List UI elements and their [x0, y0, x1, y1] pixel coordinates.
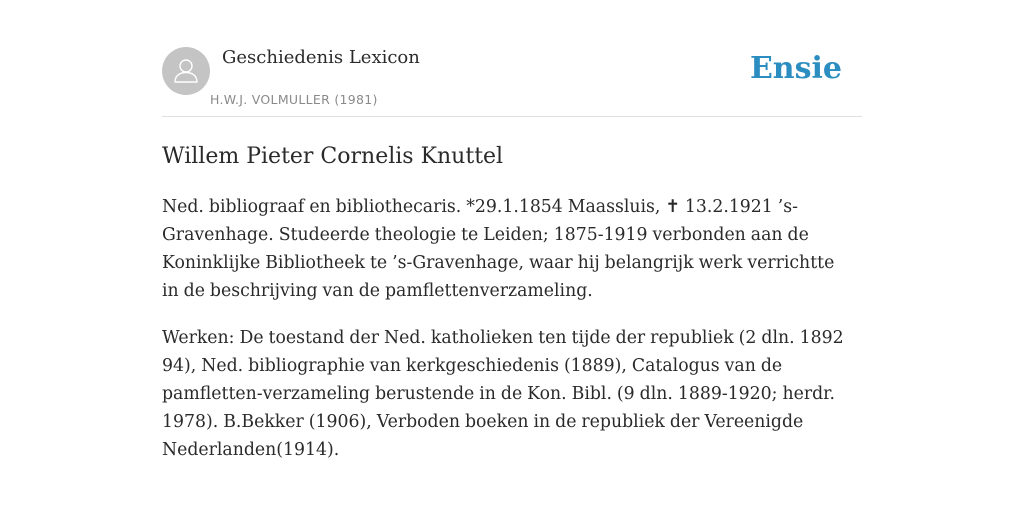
source-author: H.W.J. VOLMULLER (1981)	[210, 92, 378, 107]
entry-body	[162, 193, 852, 464]
lexicon-card	[162, 46, 862, 483]
user-silhouette-icon	[162, 47, 210, 95]
header-divider	[162, 116, 862, 117]
entry-paragraph: Werken: De toestand der Ned. katholieken ten tijde der republiek (2 dln. 1892 94), Ned. bibliographie van kerkgeschiedenis (1889), Catalogus van de pamfletten-verzameling berustende in de Kon. Bibl. (9 dln. 1889-1920; herdr. 1978). B.Bekker (1906), Verboden boeken in de republiek der Vereenigde Nederlanden(1914).	[162, 328, 844, 460]
entry-paragraph: Ned. bibliograaf en bibliothecaris. *29.1.1854 Maassluis, ✝ 13.2.1921 ’s-Gravenhage. Studeerde theologie te Leiden; 1875-1919 verbonden aan de Koninklijke Bibliotheek te ’s-Gravenhage, waar hij belangrijk werk verrichtte in de beschrijving van de pamflettenverzameling.	[162, 197, 835, 301]
source-title[interactable]: Geschiedenis Lexicon	[222, 47, 420, 68]
source-header	[162, 46, 862, 116]
entry-title: Willem Pieter Cornelis Knuttel	[162, 144, 504, 169]
avatar	[162, 47, 210, 95]
ensie-logo[interactable]: Ensie	[749, 51, 842, 86]
